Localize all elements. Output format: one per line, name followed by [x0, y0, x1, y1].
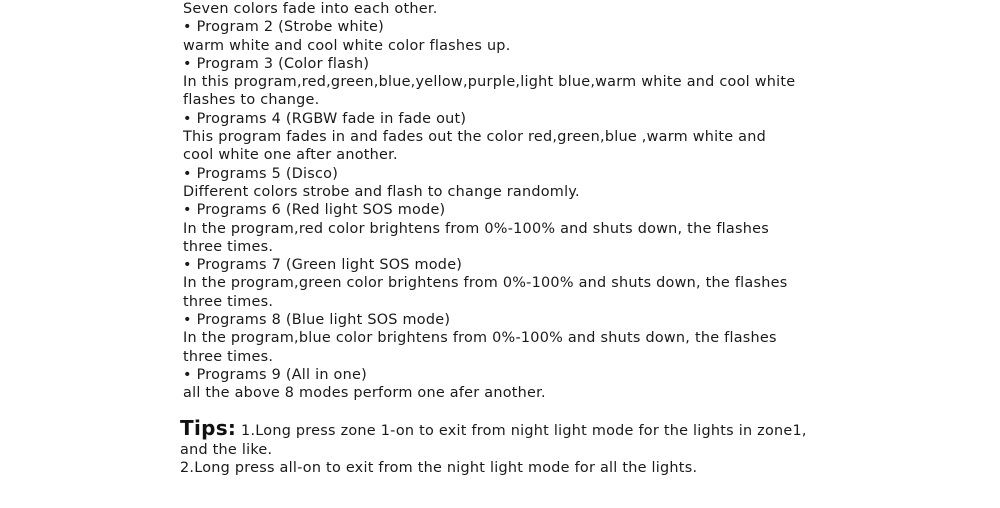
- program-heading-7: • Programs 7 (Green light SOS mode): [183, 257, 463, 274]
- text-line: In the program,green color brightens from 0%-100% and shuts down, the flashes: [183, 275, 788, 292]
- text-line: In the program,blue color brightens from 0%-100% and shuts down, the flashes: [183, 330, 777, 347]
- tips-line-3: 2.Long press all-on to exit from the night light mode for all the lights.: [180, 460, 698, 477]
- tips-text-1: 1.Long press zone 1-on to exit from night light mode for the lights in zone1,: [236, 423, 807, 439]
- text-line: cool white one after another.: [183, 147, 398, 164]
- text-line: In the program,red color brightens from 0%-100% and shuts down, the flashes: [183, 220, 769, 237]
- program-heading-9: • Programs 9 (All in one): [183, 366, 367, 383]
- text-line: Different colors strobe and flash to change randomly.: [183, 183, 580, 200]
- text-line: three times.: [183, 293, 274, 310]
- text-line: three times.: [183, 348, 274, 365]
- tips-section: [180, 415, 860, 478]
- text-line: warm white and cool white color flashes up.: [183, 37, 511, 54]
- text-line: three times.: [183, 238, 274, 255]
- programs-description: [183, 0, 863, 403]
- program-heading-2: • Program 2 (Strobe white): [183, 19, 384, 36]
- program-heading-5: • Programs 5 (Disco): [183, 165, 339, 182]
- text-line: all the above 8 modes perform one afer another.: [183, 385, 546, 402]
- tips-line-1: [180, 415, 860, 441]
- program-heading-6: • Programs 6 (Red light SOS mode): [183, 202, 446, 219]
- program-heading-8: • Programs 8 (Blue light SOS mode): [183, 312, 451, 329]
- text-line: flashes to change.: [183, 92, 320, 109]
- program-heading-4: • Programs 4 (RGBW fade in fade out): [183, 110, 467, 127]
- tips-label: Tips:: [180, 416, 237, 440]
- text-line: In this program,red,green,blue,yellow,purple,light blue,warm white and cool white: [183, 74, 796, 91]
- program-heading-3: • Program 3 (Color flash): [183, 55, 370, 72]
- text-line: Seven colors fade into each other.: [183, 1, 438, 17]
- tips-line-2: and the like.: [180, 442, 273, 458]
- text-line: This program fades in and fades out the color red,green,blue ,warm white and: [183, 129, 766, 146]
